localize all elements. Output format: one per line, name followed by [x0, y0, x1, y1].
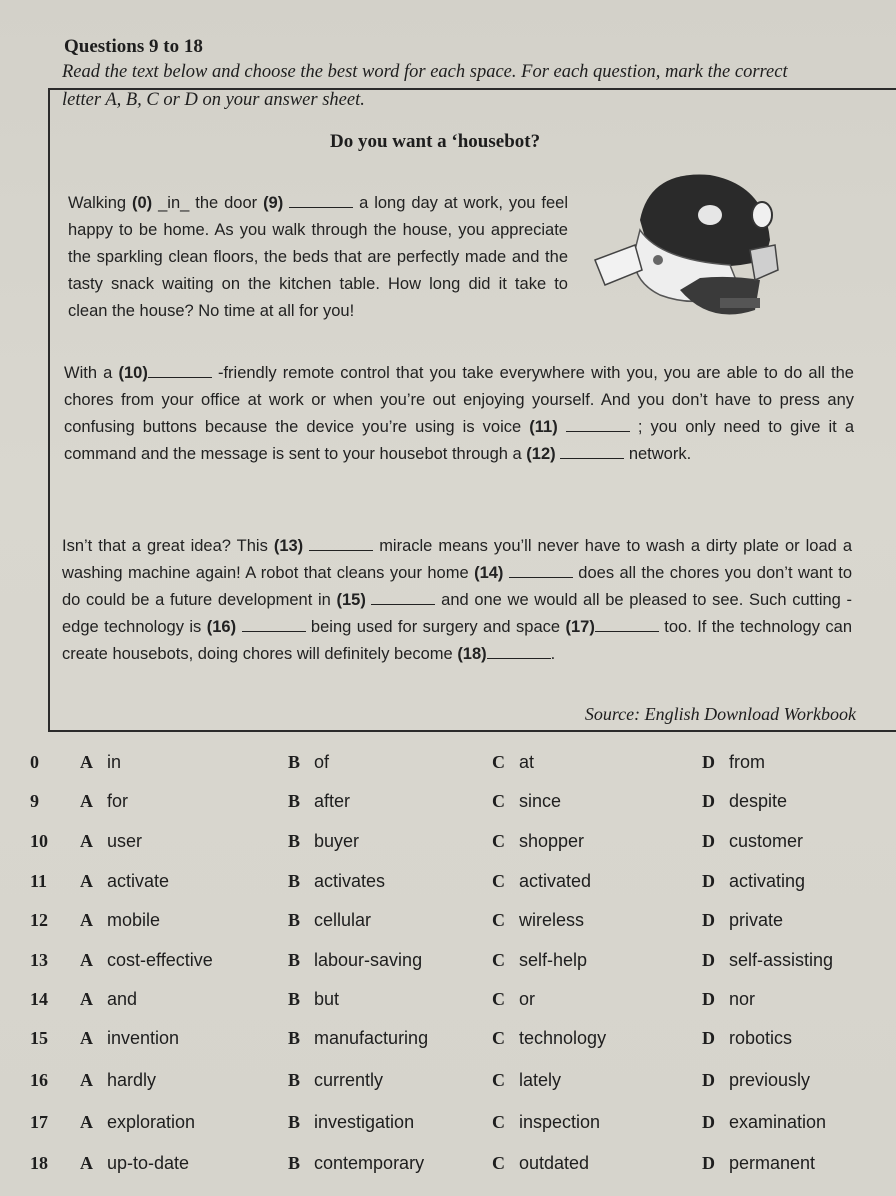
option-letter: B — [288, 871, 301, 891]
section-title: Questions 9 to 18 — [64, 36, 203, 57]
option-text: activates — [314, 871, 386, 891]
option-d[interactable] — [702, 950, 833, 971]
question-row — [30, 1153, 880, 1183]
question-row — [30, 1112, 880, 1142]
text: and one we would all be pleased to see. Such cutting -edge technology is — [62, 591, 852, 636]
option-text: exploration — [107, 1112, 196, 1132]
option-letter: B — [288, 1070, 301, 1090]
instructions: Read the text below and choose the best word for each space. For each question, mark the correct letter A, B, C or D on your answer sheet. — [62, 62, 788, 110]
gap-number-13: (13) — [273, 537, 304, 555]
option-text: and — [107, 989, 138, 1009]
option-letter: A — [80, 989, 93, 1009]
option-letter: C — [492, 1028, 505, 1048]
option-b[interactable] — [288, 1153, 424, 1174]
gap-blank-16[interactable] — [242, 617, 306, 632]
option-c[interactable] — [492, 1153, 589, 1174]
text: With a — [64, 364, 119, 382]
option-letter: C — [492, 1112, 505, 1132]
option-letter: A — [80, 831, 93, 851]
source-credit: Source: English Download Workbook — [584, 704, 856, 724]
option-text: activate — [107, 871, 170, 891]
option-letter: C — [492, 1070, 505, 1090]
option-c[interactable] — [492, 989, 535, 1010]
option-a[interactable] — [80, 791, 128, 812]
option-c[interactable] — [492, 1070, 561, 1091]
question-row — [30, 950, 880, 980]
option-b[interactable] — [288, 910, 371, 931]
option-letter: D — [702, 791, 715, 811]
option-letter: B — [288, 1028, 301, 1048]
option-text: up-to-date — [107, 1153, 190, 1173]
option-text: manufacturing — [314, 1028, 429, 1048]
question-number: 16 — [30, 1070, 48, 1090]
option-d[interactable] — [702, 989, 755, 1010]
option-d[interactable] — [702, 1070, 810, 1091]
gap-number-17: (17) — [565, 618, 595, 636]
option-a[interactable] — [80, 752, 121, 773]
option-letter: B — [288, 910, 301, 930]
option-letter: D — [702, 871, 715, 891]
gap-number-18: (18) — [457, 645, 487, 663]
option-letter: A — [80, 1112, 93, 1132]
option-c[interactable] — [492, 950, 587, 971]
option-text: since — [519, 791, 562, 811]
option-b[interactable] — [288, 950, 422, 971]
option-letter: A — [80, 752, 93, 772]
option-text: cellular — [314, 910, 372, 930]
gap-blank-14[interactable] — [509, 563, 573, 578]
option-letter: A — [80, 950, 93, 970]
option-b[interactable] — [288, 989, 339, 1010]
option-letter: B — [288, 950, 301, 970]
text: network. — [624, 445, 692, 463]
housebot-robot-illustration — [580, 160, 780, 340]
option-text: nor — [729, 989, 756, 1009]
gap-blank-9[interactable] — [289, 193, 353, 208]
passage-title: Do you want a ‘housebot? — [330, 131, 541, 152]
question-number: 13 — [30, 950, 48, 970]
question-number: 11 — [30, 871, 48, 891]
option-letter: A — [80, 1153, 93, 1173]
option-text: but — [314, 989, 340, 1009]
gap-number-12: (12) — [526, 445, 556, 463]
option-text: labour-saving — [314, 950, 423, 970]
question-number: 0 — [30, 752, 39, 772]
option-letter: D — [702, 831, 715, 851]
option-letter: C — [492, 910, 505, 930]
option-b[interactable] — [288, 752, 329, 773]
option-text: customer — [729, 831, 804, 851]
text: Isn’t that a great idea? This — [62, 537, 274, 555]
question-row — [30, 1070, 880, 1100]
text: miracle means you’ll never have to wash a dirty plate or load a washing machine again! A robot that cleans your home — [62, 537, 852, 582]
text: . — [550, 645, 556, 663]
option-letter: A — [80, 1028, 93, 1048]
option-letter: B — [288, 831, 301, 851]
option-letter: D — [702, 950, 715, 970]
option-d[interactable] — [702, 791, 787, 812]
gap-number-16: (16) — [206, 618, 237, 636]
question-number: 15 — [30, 1028, 48, 1048]
option-letter: A — [80, 871, 93, 891]
option-c[interactable] — [492, 871, 591, 892]
option-d[interactable] — [702, 1028, 792, 1049]
option-text: self-assisting — [729, 950, 834, 970]
option-a[interactable] — [80, 950, 213, 971]
option-text: self-help — [519, 950, 588, 970]
text: -friendly remote control that you take everywhere with you, you are able to do all the chores from your office at work or when you’re out enjoying yourself. And you don’t have to press any confusing buttons because the device you’re using is voice — [64, 364, 854, 436]
option-letter: B — [288, 752, 301, 772]
option-a[interactable] — [80, 871, 169, 892]
option-d[interactable] — [702, 1112, 826, 1133]
option-text: user — [107, 831, 143, 851]
option-d[interactable] — [702, 831, 803, 852]
question-number: 12 — [30, 910, 48, 930]
option-text: from — [729, 752, 765, 772]
gap-number-9: (9) — [263, 194, 284, 212]
question-row — [30, 791, 880, 821]
option-a[interactable] — [80, 1028, 179, 1049]
gap-number-0: (0) — [132, 194, 153, 212]
option-text: buyer — [314, 831, 360, 851]
gap-blank-12[interactable] — [560, 444, 624, 459]
option-d[interactable] — [702, 752, 765, 773]
text: Walking — [68, 194, 132, 212]
option-b[interactable] — [288, 791, 350, 812]
option-text: technology — [519, 1028, 607, 1048]
option-text: hardly — [107, 1070, 157, 1090]
option-letter: B — [288, 1153, 301, 1173]
option-c[interactable] — [492, 752, 534, 773]
option-letter: B — [288, 791, 301, 811]
option-letter: C — [492, 1153, 505, 1173]
option-letter: A — [80, 910, 93, 930]
gap-blank-18[interactable] — [487, 644, 551, 659]
option-text: or — [519, 989, 536, 1009]
option-a[interactable] — [80, 910, 160, 931]
option-text: lately — [519, 1070, 562, 1090]
option-letter: A — [80, 791, 93, 811]
option-letter: D — [702, 1153, 715, 1173]
option-text: outdated — [519, 1153, 590, 1173]
paragraph-1 — [68, 190, 568, 325]
option-text: activating — [729, 871, 806, 891]
option-text: at — [519, 752, 535, 772]
option-letter: D — [702, 989, 715, 1009]
text: too. If the technology can create housebots, doing chores will definitely become — [62, 618, 853, 663]
option-c[interactable] — [492, 1028, 606, 1049]
gap-number-10: (10) — [118, 364, 148, 382]
option-letter: C — [492, 831, 505, 851]
option-text: shopper — [519, 831, 585, 851]
option-text: after — [314, 791, 351, 811]
option-text: examination — [729, 1112, 827, 1132]
text: being used for surgery and space — [305, 618, 566, 636]
question-row — [30, 831, 880, 861]
option-text: of — [314, 752, 330, 772]
option-letter: A — [80, 1070, 93, 1090]
gap-number-14: (14) — [474, 564, 504, 582]
text: ; you only need to give it a command and the message is sent to your housebot through a — [64, 418, 854, 463]
option-letter: C — [492, 791, 505, 811]
option-a[interactable] — [80, 1070, 156, 1091]
gap-number-11: (11) — [529, 418, 558, 436]
option-letter: B — [288, 989, 301, 1009]
option-b[interactable] — [288, 1112, 414, 1133]
option-text: private — [729, 910, 784, 930]
option-text: invention — [107, 1028, 180, 1048]
option-text: inspection — [519, 1112, 601, 1132]
paragraph-3 — [62, 533, 852, 668]
option-letter: C — [492, 752, 505, 772]
option-b[interactable] — [288, 831, 359, 852]
question-number: 9 — [30, 791, 39, 811]
question-row — [30, 871, 880, 901]
option-letter: B — [288, 1112, 301, 1132]
option-text: despite — [729, 791, 788, 811]
option-letter: D — [702, 910, 715, 930]
option-text: for — [107, 791, 129, 811]
option-d[interactable] — [702, 910, 783, 931]
option-c[interactable] — [492, 831, 584, 852]
gap-blank-17[interactable] — [595, 617, 659, 632]
option-letter: C — [492, 950, 505, 970]
option-text: mobile — [107, 910, 161, 930]
option-d[interactable] — [702, 871, 805, 892]
option-a[interactable] — [80, 989, 137, 1010]
option-a[interactable] — [80, 1153, 189, 1174]
example-answer: _in_ — [158, 194, 190, 212]
question-row — [30, 752, 880, 782]
option-a[interactable] — [80, 1112, 195, 1133]
option-text: activated — [519, 871, 592, 891]
option-text: investigation — [314, 1112, 415, 1132]
option-b[interactable] — [288, 1028, 428, 1049]
gap-number-15: (15) — [336, 591, 366, 609]
gap-blank-10[interactable] — [148, 363, 212, 378]
option-c[interactable] — [492, 791, 561, 812]
text: does all the chores you don’t want to do could be a future development in — [62, 564, 853, 609]
text: a long day at work, you feel happy to be home. As you walk through the house, you appreciate the sparkling clean floors, the beds that are perfectly made and the tasty snack waiting on the kitchen table. How long did it take to clean the house? No time at all for you! — [68, 194, 569, 320]
option-b[interactable] — [288, 871, 385, 892]
question-number: 14 — [30, 989, 48, 1009]
option-b[interactable] — [288, 1070, 383, 1091]
option-text: contemporary — [314, 1153, 425, 1173]
option-text: previously — [729, 1070, 811, 1090]
question-row — [30, 989, 880, 1019]
option-text: wireless — [519, 910, 585, 930]
option-letter: D — [702, 752, 715, 772]
text: the door — [189, 194, 264, 212]
option-text: in — [107, 752, 122, 772]
option-c[interactable] — [492, 910, 584, 931]
question-number: 17 — [30, 1112, 48, 1132]
option-a[interactable] — [80, 831, 142, 852]
option-text: cost-effective — [107, 950, 213, 970]
question-row — [30, 1028, 880, 1058]
gap-blank-11[interactable] — [566, 417, 630, 432]
gap-blank-13[interactable] — [309, 536, 373, 551]
gap-blank-15[interactable] — [371, 590, 435, 605]
option-letter: D — [702, 1112, 715, 1132]
option-letter: D — [702, 1028, 715, 1048]
question-number: 10 — [30, 831, 48, 851]
option-text: robotics — [729, 1028, 793, 1048]
option-d[interactable] — [702, 1153, 815, 1174]
option-letter: D — [702, 1070, 715, 1090]
option-letter: C — [492, 989, 505, 1009]
question-number: 18 — [30, 1153, 48, 1173]
option-c[interactable] — [492, 1112, 600, 1133]
option-text: currently — [314, 1070, 384, 1090]
paragraph-2 — [64, 360, 854, 468]
option-text: permanent — [729, 1153, 816, 1173]
question-row — [30, 910, 880, 940]
option-letter: C — [492, 871, 505, 891]
